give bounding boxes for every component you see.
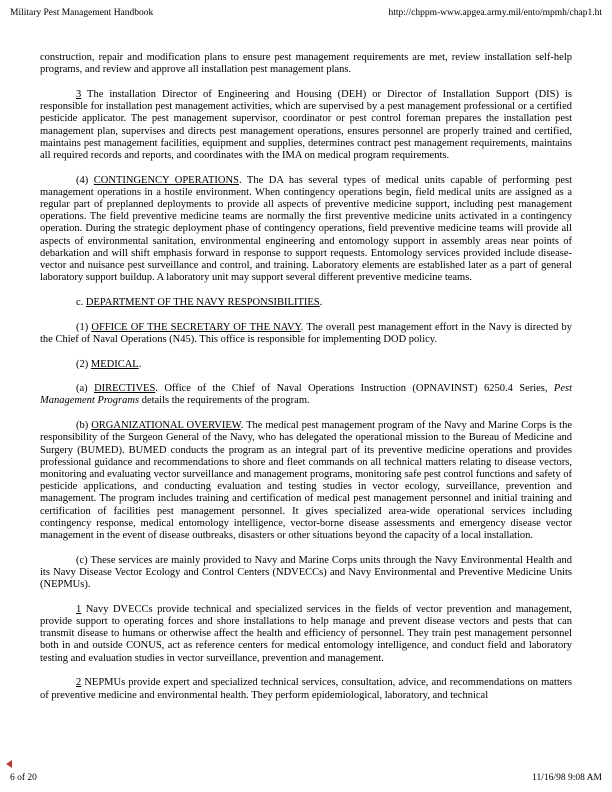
text-run: . The DA has several types of medical units capable of performing pest management operations in a hostile environment. When contingency operations begin, field medical units are assigned as a regular part of preplanned deployments to provide all aspects of preventive medicine support, including pest management operations. The field preventive medicine teams are normally the first preventive medicine units activated in a contingency operation. During the strategic deployment phase of contingency operations, field preventive medicine teams will provide all aspects of environmental sanitation, environmental engineering and entomology support in assembly areas near points of debarkation and will shift emphasis forward in response to support requests. Entomology services provided include disease-vector and nuisance pest surveillance and control, and training. Laboratory elements are established later as a part of general laboratory support buildup. A laboratory unit may support several different preventive medicine teams. <box>40 174 572 284</box>
text-run: 3 <box>76 88 82 100</box>
text-run: NEPMUs provide expert and specialized technical services, consultation, advice, and recommendations on matters of preventive medicine and environmental health. They perform epidemiological, laboratory, and technical <box>40 677 572 701</box>
text-run: . <box>138 358 142 370</box>
text-run: (c) These services are mainly provided to Navy and Marine Corps units through the Navy Environmental Health and its Navy Disease Vector Ecology and Control Centers (NDVECCs) and Navy Environmental and Preventive Medicine Units (NEPMUs). <box>40 554 572 591</box>
paragraph <box>40 359 572 371</box>
text-run: construction, repair and modification plans to ensure pest management requirements are met, review installation self-help programs, and review and approve all installation pest management plans. <box>40 52 572 76</box>
text-run: (1) <box>76 321 92 333</box>
document-body <box>40 52 572 714</box>
paragraph <box>40 322 572 346</box>
paragraph <box>40 420 572 542</box>
text-run: DEPARTMENT OF THE NAVY RESPONSIBILITIES <box>85 296 320 308</box>
text-run: details the requirements of the program. <box>139 395 310 407</box>
text-run: ORGANIZATIONAL OVERVIEW <box>91 420 241 432</box>
paragraph <box>40 175 572 285</box>
paragraph <box>40 555 572 592</box>
text-run: . The medical pest management program of the Navy and Marine Corps is the responsibility of the Surgeon General of the Navy, who has delegated the operational mission to the Bureau of Medicine and Surgery (BUMED). BUMED conducts the program as an integral part of its preventive medicine operations and provides professional guidance and recommendations to shore and fleet commands on all technical matters relating to disease vectors, monitoring and evaluating vector surveillance and management programs, monitoring safe pest control functions and safety of pesticide applications, and conducting evaluation and testing studies in vector ecology, surveillance, prevention and management. The program includes training and certification of medical pest management personnel and initial training and certification of facilities pest management personnel. It gives specialized area-wide operational services including contingency response, medical entomology intelligence, vector-borne disease assessments and emergency disease vector management in the event of disease outbreaks, disasters or other situations beyond the capacity of a local installation. <box>40 420 572 541</box>
text-run: (b) <box>76 420 92 432</box>
text-run: CONTINGENCY OPERATIONS <box>93 174 239 186</box>
header-url: http://chppm-www.apgea.army.mil/ento/mpmh/chap1.ht <box>388 8 602 18</box>
text-run: Navy DVECCs provide technical and specialized services in the fields of vector prevention and management, provide support to operating forces and shore installations to help manage and prevent disease vectors and pests that can transmit disease to humans or otherwise affect the health and efficiency of personnel. They train pest management personnel both in and outside CONUS, act as reference centers for medical entomology intelligence, and conduct field and laboratory testing and evaluation studies in vector surveillance, prevention and management. <box>40 603 572 664</box>
text-run: (4) <box>76 174 94 186</box>
print-footer <box>10 773 602 784</box>
text-run: . Office of the Chief of Naval Operations Instruction (OPNAVINST) 6250.4 Series, <box>155 383 554 395</box>
paragraph <box>40 297 572 309</box>
text-run: c. <box>76 296 86 308</box>
text-run: 2 <box>76 677 82 689</box>
text-run: . The overall pest management effort in the Navy is directed by the Chief of Naval Operations (N45). This office is responsible for implementing DOD policy. <box>40 321 572 345</box>
text-run: The installation Director of Engineering and Housing (DEH) or Director of Installation Support (DIS) is responsible for installation pest management activities, which are supervised by a pest management professional or a certified pesticide applicator. The pest management supervisor, coordinator or pest control foreman prepares the installation pest management plan, supervises and directs pest management operations, ensures personnel are properly trained and certified, maintains pest management facilities, equipment and supplies, determines contract pest management requirements, maintains all required records and reports, and coordinates with the IMA on medical program requirements. <box>40 88 572 161</box>
print-header <box>10 8 602 19</box>
paragraph <box>40 604 572 665</box>
paragraph <box>40 677 572 701</box>
text-run: OFFICE OF THE SECRETARY OF THE NAVY <box>91 321 301 333</box>
paragraph <box>40 383 572 407</box>
footer-page-info: 6 of 20 <box>10 773 37 783</box>
footer-timestamp: 11/16/98 9:08 AM <box>532 773 602 783</box>
paragraph <box>40 89 572 162</box>
text-run: . <box>319 296 323 308</box>
text-run: 1 <box>76 603 82 615</box>
text-run: (a) <box>76 383 95 395</box>
text-run: DIRECTIVES <box>94 383 156 395</box>
text-run: Pest Management Programs <box>40 383 572 407</box>
paragraph <box>40 52 572 76</box>
header-title: Military Pest Management Handbook <box>10 8 154 18</box>
margin-artifact <box>6 760 12 768</box>
text-run: (2) <box>76 358 91 370</box>
text-run: MEDICAL <box>90 358 139 370</box>
